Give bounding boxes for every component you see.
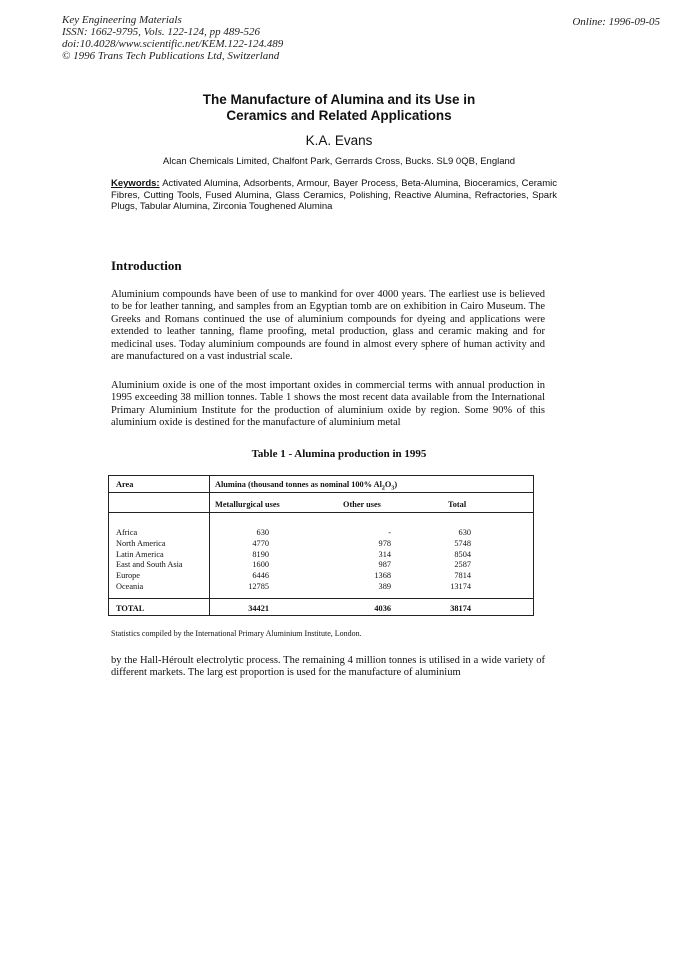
cell-met: 1600: [252, 560, 269, 570]
total-label: TOTAL: [116, 604, 145, 613]
paragraph-1: Aluminium compounds have been of use to mankind for over 4000 years. The earliest use is believed to be for leather tanning, and samples from an Egyptian tomb are on exhibition in Cairo Museum. The Greeks and Romans continued the use of aluminium compounds for dyeing and applications were extended to leather tanning, flame proofing, metal production, glass and ceramic making and for medicinal uses. Today aluminium compounds are found in almost every sphere of human activity and are manufactured on a vast industrial scale.: [111, 289, 545, 363]
cell-total: 5748: [454, 538, 471, 548]
journal-name: Key Engineering Materials: [62, 14, 182, 26]
issn-line: ISSN: 1662-9795, Vols. 122-124, pp 489-526: [62, 26, 260, 38]
cell-area: North America: [116, 538, 166, 548]
cell-total: 2587: [454, 560, 471, 570]
doi-line: doi:10.4028/www.scientific.net/KEM.122-124.489: [62, 38, 284, 50]
copyright-line: © 1996 Trans Tech Publications Ltd, Switzerland: [62, 50, 280, 62]
header-area: Area: [116, 480, 134, 489]
cell-total: 13174: [450, 581, 471, 591]
cell-total: 630: [458, 528, 471, 537]
section-heading: Introduction: [111, 258, 182, 273]
keywords-label: Keywords:: [111, 178, 160, 189]
table-source-note: Statistics compiled by the International Primary Aluminium Institute, London.: [111, 629, 362, 638]
total-other: 4036: [374, 604, 391, 613]
cell-met: 4770: [252, 538, 269, 548]
cell-other: 987: [378, 560, 391, 570]
total-met: 34421: [248, 604, 269, 613]
title-line-1: The Manufacture of Alumina and its Use in: [202, 92, 476, 107]
cell-met: 8190: [252, 549, 269, 559]
keywords: [111, 178, 557, 213]
table-row: [109, 539, 533, 550]
paragraph-2: Aluminium oxide is one of the most important oxides in commercial terms with annual production in 1995 exceeding 38 million tonnes. Table 1 shows the most recent data available from the International Primary Aluminium Institute for the production of aluminium oxide by region. Some 90% of this aluminium oxide is destined for the manufacture of aluminium metal: [111, 380, 545, 429]
paragraph-3: by the Hall-Héroult electrolytic process. The remaining 4 million tonnes is utilised in a wide variety of different markets. The larg est proportion is used for the manufacture of aluminium: [111, 655, 545, 679]
keywords-list: Activated Alumina, Adsorbents, Armour, Bayer Process, Beta-Alumina, Bioceramics, Ceramic Fibres, Cutting Tools, Fused Alumina, Glass Ceramics, Polishing, Reactive Alumina, Refractories, Spark Plugs, Tabular Alumina, Zirconia Toughened Alumina: [111, 178, 557, 212]
header-alumina-close: ): [394, 480, 398, 489]
cell-total: 8504: [454, 549, 471, 559]
production-table: [108, 475, 534, 616]
cell-area: Latin America: [116, 549, 164, 559]
title-line-2: Ceramics and Related Applications: [226, 108, 452, 123]
header-other: Other uses: [343, 500, 381, 509]
affiliation: Alcan Chemicals Limited, Chalfont Park, Gerrards Cross, Bucks. SL9 0QB, England: [162, 156, 516, 167]
subscript: 3: [391, 485, 395, 492]
table-row: [109, 582, 533, 593]
header-total: Total: [448, 500, 467, 509]
cell-met: 6446: [252, 571, 269, 581]
journal-header: [62, 14, 283, 62]
cell-area: Africa: [116, 528, 138, 537]
table-caption: Table 1 - Alumina production in 1995: [251, 448, 427, 460]
cell-area: Europe: [116, 571, 140, 581]
cell-met: 630: [256, 528, 269, 537]
subscript: 2: [381, 485, 385, 492]
table-row: [109, 571, 533, 582]
cell-other: 1368: [374, 571, 391, 581]
author: K.A. Evans: [305, 133, 373, 148]
cell-area: Oceania: [116, 581, 144, 591]
cell-other: 314: [378, 549, 391, 559]
table-rule: [109, 598, 533, 599]
table-row: [109, 550, 533, 561]
cell-other: -: [388, 528, 391, 537]
table-row: [109, 528, 533, 539]
header-metallurgical: Metallurgical uses: [215, 500, 280, 509]
header-alumina-text: Alumina (thousand tonnes as nominal 100% Al: [215, 480, 382, 489]
header-alumina: [215, 480, 397, 492]
online-date: Online: 1996-09-05: [572, 16, 660, 28]
cell-other: 389: [378, 581, 391, 591]
cell-total: 7814: [454, 571, 471, 581]
table-rule: [109, 492, 533, 493]
paper-title: [0, 92, 678, 124]
table-body: [109, 528, 533, 593]
cell-area: East and South Asia: [116, 560, 183, 570]
header-alumina-o: O: [384, 480, 392, 489]
table-rule: [109, 512, 533, 513]
cell-other: 978: [378, 538, 391, 548]
table-row: [109, 560, 533, 571]
total-total: 38174: [450, 604, 471, 613]
cell-met: 12785: [248, 581, 269, 591]
